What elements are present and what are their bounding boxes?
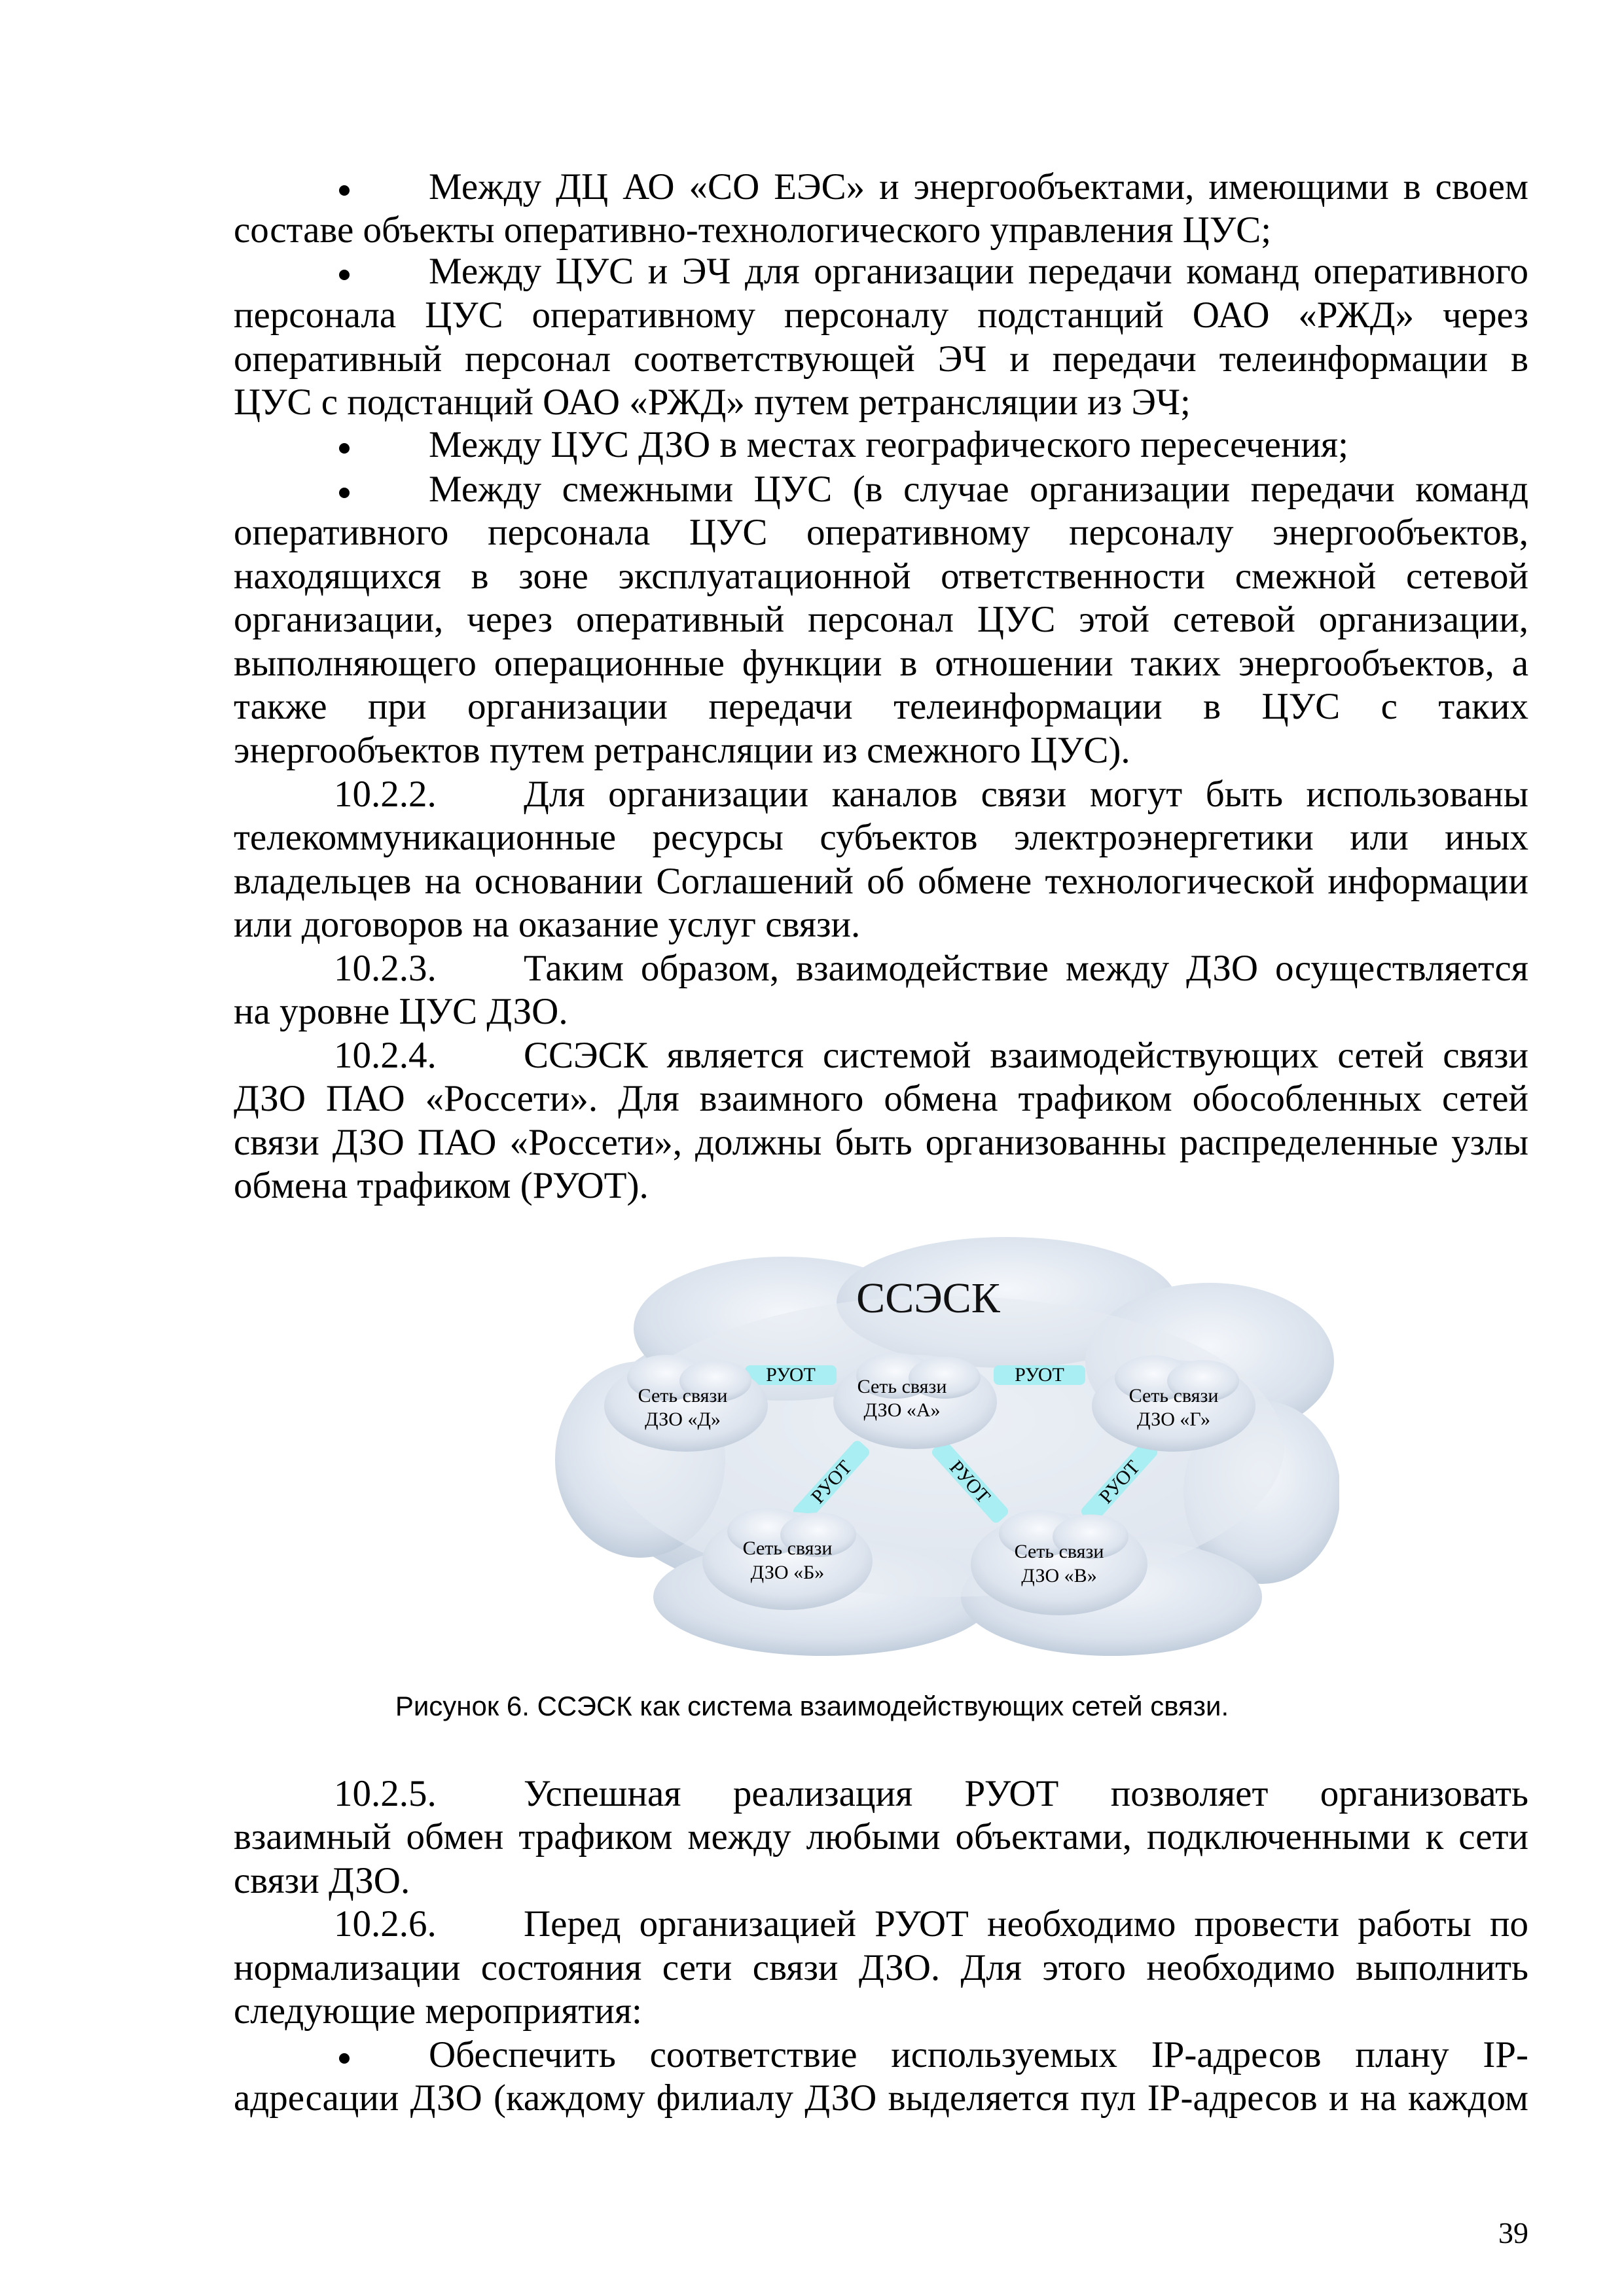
node-label-line1: Сеть связи (638, 1385, 728, 1407)
node-label-line2: ДЗО «Г» (1136, 1408, 1211, 1430)
paragraph-line: адресации ДЗО (каждому филиалу ДЗО выделяется пул IP-адресов и на каждом (234, 2077, 1528, 2119)
paragraph-line: связи ДЗО. (234, 1860, 410, 1901)
ssesk-diagram (549, 1230, 1339, 1669)
bullet-dot (339, 185, 350, 196)
node-label-line2: ДЗО «В» (1021, 1565, 1097, 1587)
paragraph-line: владельцев на основании Соглашений об обмене технологической информации (234, 861, 1528, 902)
link-label: РУОТ (945, 1456, 995, 1508)
section-number: 10.2.6. (334, 1903, 437, 1945)
paragraph-line: ССЭСК является системой взаимодействующих сетей связи (524, 1035, 1528, 1076)
paragraph-line: выполняющего операционные функции в отношении таких энергообъектов, а (234, 643, 1528, 684)
section-number: 10.2.2. (334, 774, 437, 815)
paragraph-line: Между ЦУС ДЗО в местах географического пересечения; (429, 424, 1348, 465)
page-number: 39 (1498, 2216, 1528, 2250)
paragraph-line: обмена трафиком (РУОТ). (234, 1165, 649, 1206)
paragraph-line: связи ДЗО ПАО «Россети», должны быть организованны распределенные узлы (234, 1122, 1528, 1163)
link-label: РУОТ (766, 1364, 816, 1386)
bullet-dot (339, 270, 350, 280)
section-number: 10.2.4. (334, 1035, 437, 1076)
bullet-dot (339, 2053, 350, 2064)
paragraph-line: Между смежными ЦУС (в случае организации передачи команд (429, 469, 1528, 510)
bullet-dot (339, 443, 350, 454)
link-d-a (745, 1364, 837, 1386)
node-label-line2: ДЗО «Д» (645, 1408, 721, 1430)
paragraph-line: Успешная реализация РУОТ позволяет организовать (524, 1773, 1528, 1814)
section-number: 10.2.5. (334, 1773, 437, 1814)
link-a-g (994, 1364, 1085, 1386)
paragraph-line: Обеспечить соответствие используемых IP-адресов плану IP- (429, 2034, 1528, 2075)
node-label-line2: ДЗО «А» (863, 1399, 941, 1421)
node-label-line1: Сеть связи (857, 1376, 947, 1397)
paragraph-line: находящихся в зоне эксплуатационной ответственности смежной сетевой (234, 556, 1528, 597)
paragraph-line: Таким образом, взаимодействие между ДЗО осуществляется (524, 948, 1528, 989)
paragraph-line: или договоров на оказание услуг связи. (234, 904, 861, 945)
paragraph-line: персонала ЦУС оперативному персоналу подстанций ОАО «РЖД» через (234, 295, 1528, 336)
section-number: 10.2.3. (334, 948, 437, 989)
paragraph-line: телекоммуникационные ресурсы субъектов электроэнергетики или иных (234, 817, 1528, 858)
diagram-title: ССЭСК (856, 1274, 1000, 1322)
paragraph-line: оперативный персонал соответствующей ЭЧ и передачи телеинформации в (234, 338, 1528, 380)
paragraph-line: ЦУС с подстанций ОАО «РЖД» путем ретрансляции из ЭЧ; (234, 382, 1191, 423)
paragraph-line: Между ДЦ АО «СО ЕЭС» и энергообъектами, имеющими в своем (429, 166, 1528, 207)
node-label-line1: Сеть связи (1014, 1541, 1104, 1562)
node-label-line2: ДЗО «Б» (750, 1562, 825, 1583)
link-label: РУОТ (1015, 1364, 1064, 1386)
paragraph-line: организации, через оперативный персонал ЦУС этой сетевой организации, (234, 599, 1528, 640)
paragraph-line: Для организации каналов связи могут быть использованы (524, 774, 1528, 815)
paragraph-line: Между ЦУС и ЭЧ для организации передачи команд оперативного (429, 251, 1528, 292)
paragraph-line: нормализации состояния сети связи ДЗО. Для этого необходимо выполнить (234, 1947, 1528, 1988)
link-label: РУОТ (806, 1456, 856, 1508)
bullet-dot (339, 488, 350, 498)
node-label-line1: Сеть связи (742, 1537, 833, 1559)
paragraph-line: Перед организацией РУОТ необходимо провести работы по (524, 1903, 1528, 1945)
node-label-line1: Сеть связи (1128, 1385, 1219, 1407)
paragraph-line: оперативного персонала ЦУС оперативному персоналу энергообъектов, (234, 512, 1528, 553)
paragraph-line: взаимный обмен трафиком между любыми объектами, подключенными к сети (234, 1816, 1528, 1857)
paragraph-line: составе объекты оперативно-технологического управления ЦУС; (234, 209, 1272, 251)
link-label: РУОТ (1094, 1456, 1144, 1508)
figure-caption: Рисунок 6. ССЭСК как система взаимодействующих сетей связи. (395, 1691, 1229, 1721)
paragraph-line: на уровне ЦУС ДЗО. (234, 991, 568, 1032)
paragraph-line: ДЗО ПАО «Россети». Для взаимного обмена трафиком обособленных сетей (234, 1078, 1528, 1119)
paragraph-line: также при организации передачи телеинформации в ЦУС с таких (234, 686, 1528, 727)
paragraph-line: энергообъектов путем ретрансляции из смежного ЦУС). (234, 730, 1130, 771)
paragraph-line: следующие мероприятия: (234, 1990, 642, 2032)
